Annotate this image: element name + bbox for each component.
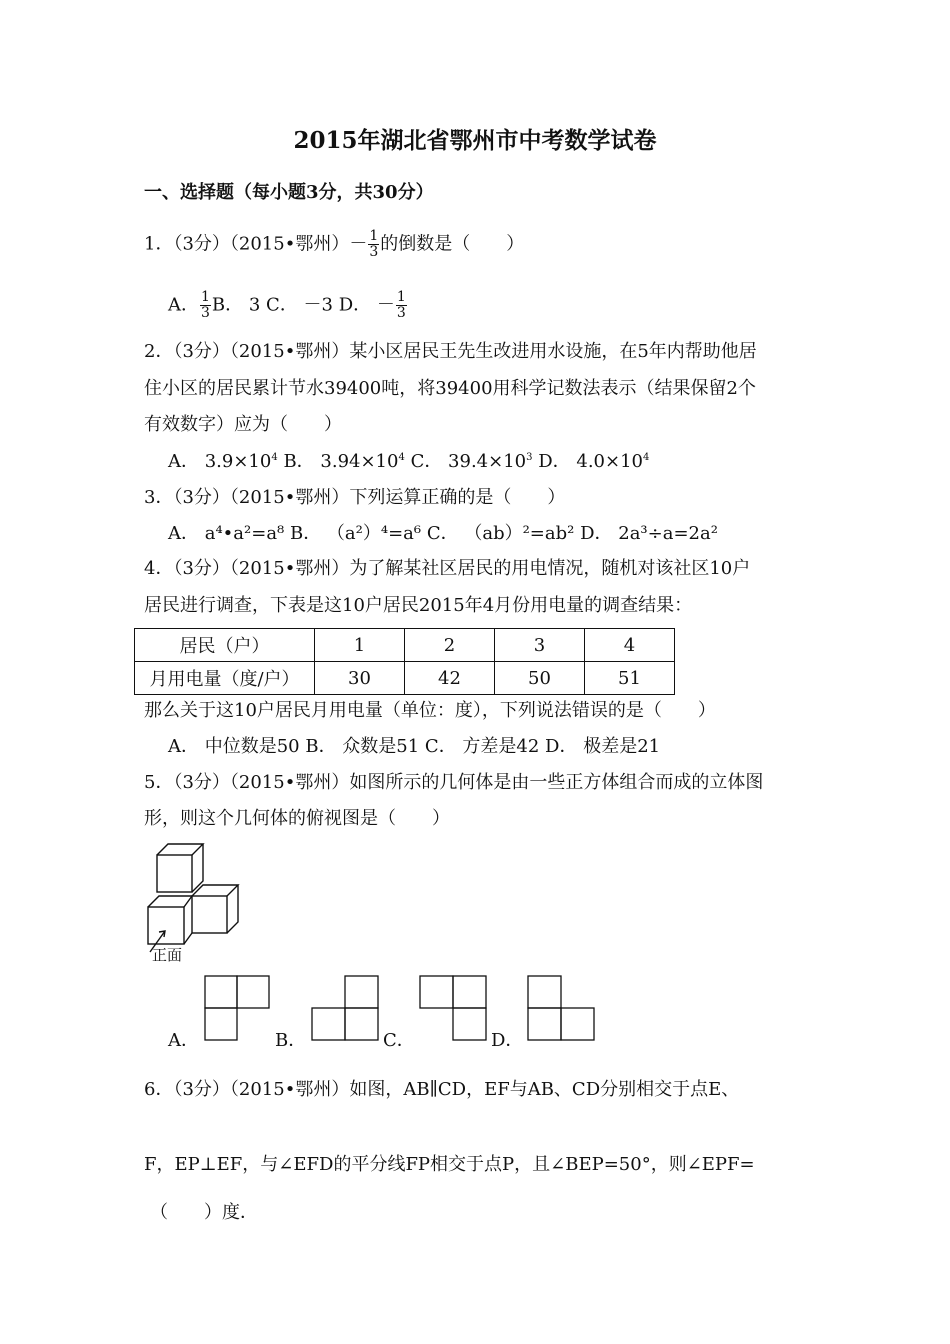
table-cell: 3 — [495, 629, 585, 662]
front-view-label: 正面 — [152, 946, 183, 964]
table-cell: 50 — [495, 662, 585, 695]
table-cell: 51 — [585, 662, 675, 695]
q2-option-c-exp: 3 — [526, 452, 533, 463]
q2-option-b: B． 3.94×10 — [277, 451, 399, 472]
question-1 — [144, 229, 524, 260]
top-cube-side — [192, 844, 203, 892]
q1-opta-num: 1 — [201, 289, 210, 305]
q3-line-1: 3．（3分）（2015•鄂州）下列运算正确的是（ ） — [144, 487, 566, 508]
q2-options — [168, 450, 649, 474]
q2-option-b-exp: 4 — [398, 452, 405, 463]
q1-frac-den: 3 — [369, 244, 379, 260]
q5-option-d-figure — [527, 975, 597, 1043]
q1-options-bcd: B． 3 C． －3 D． － — [211, 294, 395, 316]
q2-option-c: C． 39.4×10 — [404, 451, 527, 472]
front-cube-edge — [184, 896, 192, 907]
front-cube-front — [148, 907, 184, 944]
q2-option-d-exp: 4 — [643, 452, 650, 463]
page-title: 2015年湖北省鄂州市中考数学试卷 — [293, 127, 657, 154]
q5-option-a-label: A． — [168, 1030, 199, 1051]
right-cube-side — [227, 885, 238, 933]
q1-option-a-fraction — [200, 290, 211, 321]
q5-line-2: 形，则这个几何体的俯视图是（ ） — [144, 808, 450, 829]
table-cell: 4 — [585, 629, 675, 662]
section-heading: 一、选择题（每小题3分，共30分） — [144, 182, 434, 203]
q5-option-a-figure — [204, 975, 272, 1043]
q4-line-2: 居民进行调查，下表是这10户居民2015年4月份用电量的调查结果： — [144, 595, 693, 616]
q1-opta-den: 3 — [201, 305, 210, 321]
table-cell: 2 — [405, 629, 495, 662]
table-cell: 1 — [315, 629, 405, 662]
q5-line-1: 5．（3分）（2015•鄂州）如图所示的几何体是由一些正方体组合而成的立体图 — [144, 772, 764, 793]
q5-option-b-figure — [311, 975, 381, 1043]
front-cube-bottom-edge — [184, 933, 192, 944]
q4-line-3: 那么关于这10户居民月用电量（单位：度），下列说法错误的是（ ） — [144, 700, 716, 721]
q3-options: A． a⁴•a²=a⁸ B． （a²）⁴=a⁶ C． （ab）²=ab² D． 2a³÷a=2a² — [168, 523, 718, 544]
q1-prefix: 1．（3分）（2015•鄂州）－ — [144, 233, 368, 255]
q1-optd-den: 3 — [396, 305, 406, 321]
q4-line-1: 4．（3分）（2015•鄂州）为了解某社区居民的用电情况，随机对该社区10户 — [144, 558, 751, 579]
q1-option-a-label: A． — [168, 294, 199, 316]
q1-option-d-fraction — [396, 290, 407, 321]
q6-line-2: F，EP⊥EF，与∠EFD的平分线FP相交于点P，且∠BEP=50°，则∠EPF= — [144, 1154, 755, 1175]
q1-frac-num: 1 — [369, 228, 379, 244]
q5-option-c-label: C． — [383, 1030, 415, 1051]
q1-options — [168, 290, 408, 321]
q6-line-3: （ ）度． — [150, 1202, 258, 1223]
electricity-table — [134, 628, 675, 695]
q5-option-d-label: D． — [491, 1030, 524, 1051]
table-cell: 月用电量（度/户） — [135, 662, 315, 695]
q6-line-1: 6．（3分）（2015•鄂州）如图，AB∥CD，EF与AB、CD分别相交于点E、 — [144, 1079, 740, 1100]
q2-line-2: 住小区的居民累计节水39400吨，将39400用科学记数法表示（结果保留2个 — [144, 378, 756, 399]
q2-line-3: 有效数字）应为（ ） — [144, 414, 342, 435]
q2-line-1: 2．（3分）（2015•鄂州）某小区居民王先生改进用水设施，在5年内帮助他居 — [144, 341, 757, 362]
q2-option-a: A． 3.9×10 — [168, 451, 272, 472]
q5-option-b-label: B． — [275, 1030, 307, 1051]
q5-option-c-figure — [419, 975, 489, 1043]
right-cube-top — [192, 885, 238, 896]
top-cube-top — [157, 844, 203, 855]
table-cell: 42 — [405, 662, 495, 695]
q1-suffix: 的倒数是（ ） — [380, 233, 525, 255]
q2-option-d: D． 4.0×10 — [532, 451, 643, 472]
table-row — [135, 629, 675, 662]
q4-options: A． 中位数是50 B． 众数是51 C． 方差是42 D． 极差是21 — [168, 736, 661, 757]
table-cell: 30 — [315, 662, 405, 695]
right-cube-front — [192, 896, 227, 933]
top-cube-front — [157, 855, 192, 892]
q2-option-a-exp: 4 — [271, 452, 278, 463]
table-row — [135, 662, 675, 695]
q1-fraction — [368, 229, 379, 260]
q1-optd-num: 1 — [396, 289, 406, 305]
table-cell: 居民（户） — [135, 629, 315, 662]
